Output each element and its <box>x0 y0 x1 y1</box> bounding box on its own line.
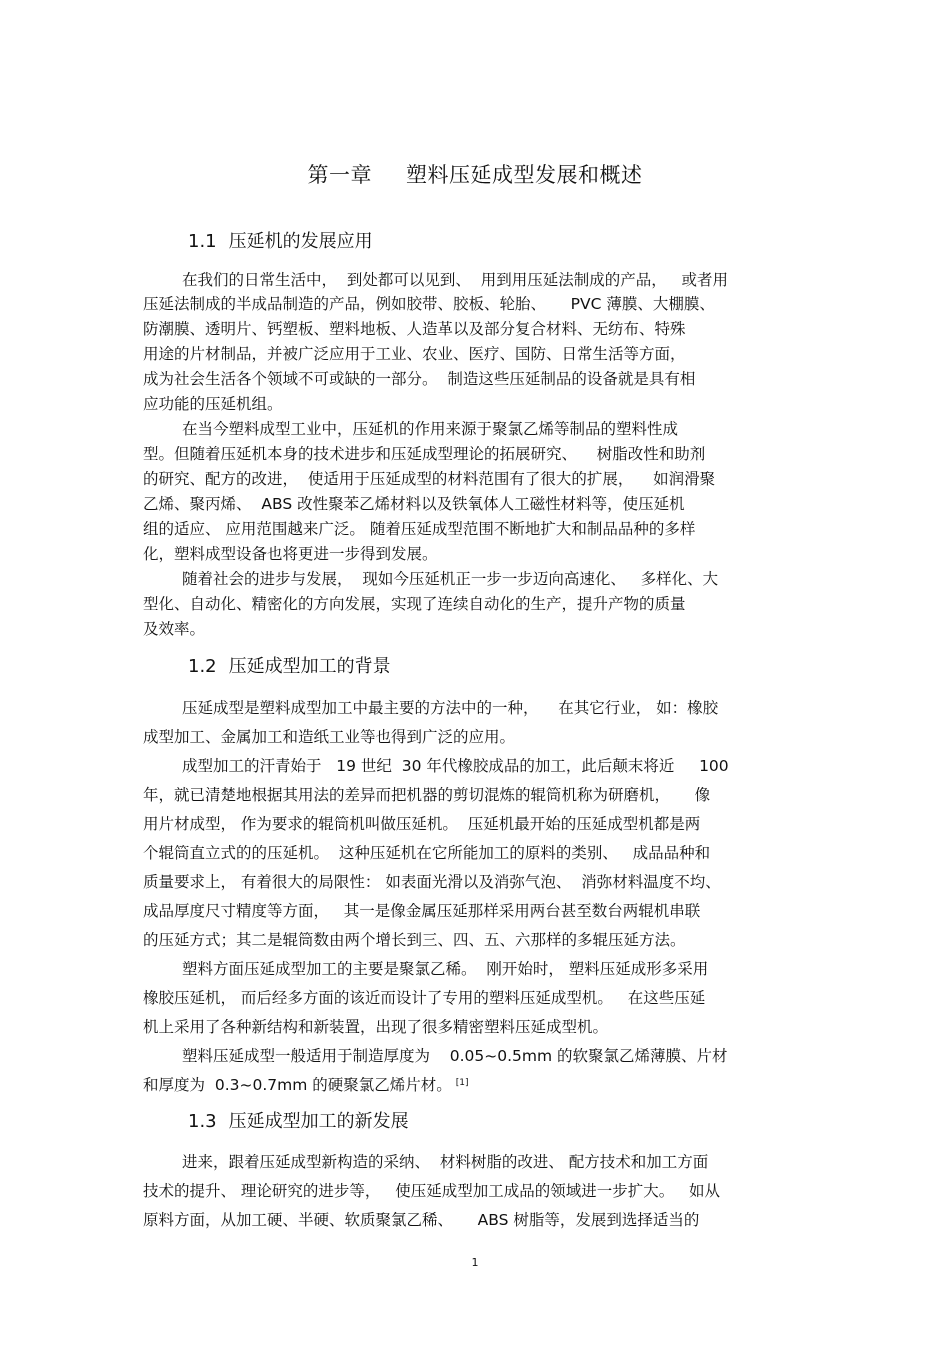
section-heading-1-2 <box>188 654 391 680</box>
text-line: 塑料方面压延成型加工的主要是聚氯乙稀。 刚开始时， 塑料压延成形多采用 <box>182 960 709 978</box>
text-line: 橡胶压延机， 而后经多方面的该近而设计了专用的塑料压延成型机。 在这些压延 <box>143 989 706 1007</box>
text-line: 的研究、配方的改进， 使适用于压延成型的材料范围有了很大的扩展， 如润滑聚 <box>143 470 716 488</box>
text-line: 成为社会生活各个领域不可或缺的一部分。 制造这些压延制品的设备就是具有相 <box>143 370 696 388</box>
text-line: 原料方面，从加工硬、半硬、软质聚氯乙稀、 ABS 树脂等，发展到选择适当的 <box>143 1211 700 1229</box>
section-heading-1-1 <box>188 229 373 255</box>
text-line: 进来，跟着压延成型新构造的采纳、 材料树脂的改进、 配方技术和加工方面 <box>182 1153 709 1171</box>
text-line: 成品厚度尺寸精度等方面， 其一是像金属压延那样采用两台甚至数台两辊机串联 <box>143 902 701 920</box>
text-line: 组的适应、 应用范围越来广泛。 随着压延成型范围不断地扩大和制品品种的多样 <box>143 520 696 538</box>
chapter-subtitle: 塑料压延成型发展和概述 <box>406 163 643 187</box>
text-line: 质量要求上， 有着很大的局限性： 如表面光滑以及消弥气泡、 消弥材料温度不均、 <box>143 873 721 891</box>
text-line-content: 和厚度为 0.3~0.7mm 的硬聚氯乙烯片材。 <box>143 1076 452 1094</box>
text-line: 型化、自动化、精密化的方向发展，实现了连续自动化的生产，提升产物的质量 <box>143 595 686 613</box>
chapter-number: 第一章 <box>307 163 372 187</box>
chapter-title <box>0 160 950 190</box>
text-line: 随着社会的进步与发展， 现如今压延机正一步一步迈向高速化、 多样化、大 <box>182 570 719 588</box>
text-line: 成型加工的汗青始于 19 世纪 30 年代橡胶成品的加工，此后颠末将近 100 <box>182 757 729 775</box>
section-title: 压延成型加工的新发展 <box>228 1111 409 1132</box>
section-title: 压延机的发展应用 <box>228 231 373 252</box>
section-number: 1.3 <box>188 1111 217 1132</box>
text-line: 型。但随着压延机本身的技术进步和压延成型理论的拓展研究、 树脂改性和助剂 <box>143 445 706 463</box>
text-line: 用片材成型， 作为要求的辊筒机叫做压延机。 压延机最开始的压延成型机都是两 <box>143 815 701 833</box>
text-line: 成型加工、金属加工和造纸工业等也得到广泛的应用。 <box>143 728 516 746</box>
text-line: 在我们的日常生活中， 到处都可以见到、 用到用压延法制成的产品， 或者用 <box>182 271 728 289</box>
text-line: 用途的片材制品，并被广泛应用于工业、农业、医疗、国防、日常生活等方面， <box>143 345 686 363</box>
text-line: 压延法制成的半成品制造的产品，例如胶带、胶板、轮胎、 PVC 薄膜、大棚膜、 <box>143 295 715 313</box>
section-number: 1.1 <box>188 231 217 252</box>
text-line: 防潮膜、透明片、钙塑板、塑料地板、人造革以及部分复合材料、无纺布、特殊 <box>143 320 686 338</box>
text-line: 化，塑料成型设备也将更进一步得到发展。 <box>143 545 438 563</box>
text-line: 年，就已清楚地根据其用法的差异而把机器的剪切混炼的辊筒机称为研磨机， 像 <box>143 786 711 804</box>
text-line: 塑料压延成型一般适用于制造厚度为 0.05~0.5mm 的软聚氯乙烯薄膜、片材 <box>182 1047 728 1065</box>
text-line: 个辊筒直立式的的压延机。 这种压延机在它所能加工的原料的类别、 成品品种和 <box>143 844 711 862</box>
text-line: 应功能的压延机组。 <box>143 395 283 413</box>
text-line: 乙烯、聚丙烯、 ABS 改性聚苯乙烯材料以及铁氧体人工磁性材料等，使压延机 <box>143 495 685 513</box>
text-line: 在当今塑料成型工业中，压延机的作用来源于聚氯乙烯等制品的塑料性成 <box>182 420 679 438</box>
text-line: 机上采用了各种新结构和新装置，出现了很多精密塑料压延成型机。 <box>143 1018 609 1036</box>
section-heading-1-3 <box>188 1109 409 1135</box>
text-line: 压延成型是塑料成型加工中最主要的方法中的一种， 在其它行业， 如：橡胶 <box>182 699 719 717</box>
text-line: 及效率。 <box>143 620 206 638</box>
section-title: 压延成型加工的背景 <box>228 656 391 677</box>
text-line: 的压延方式；其二是辊筒数由两个增长到三、四、五、六那样的多辊压延方法。 <box>143 931 686 949</box>
text-line <box>143 1075 469 1095</box>
text-line: 技术的提升、 理论研究的进步等， 使压延成型加工成品的领域进一步扩大。 如从 <box>143 1182 720 1200</box>
section-number: 1.2 <box>188 656 217 677</box>
citation-reference: [1] <box>455 1078 469 1088</box>
page-number: 1 <box>471 1256 479 1269</box>
